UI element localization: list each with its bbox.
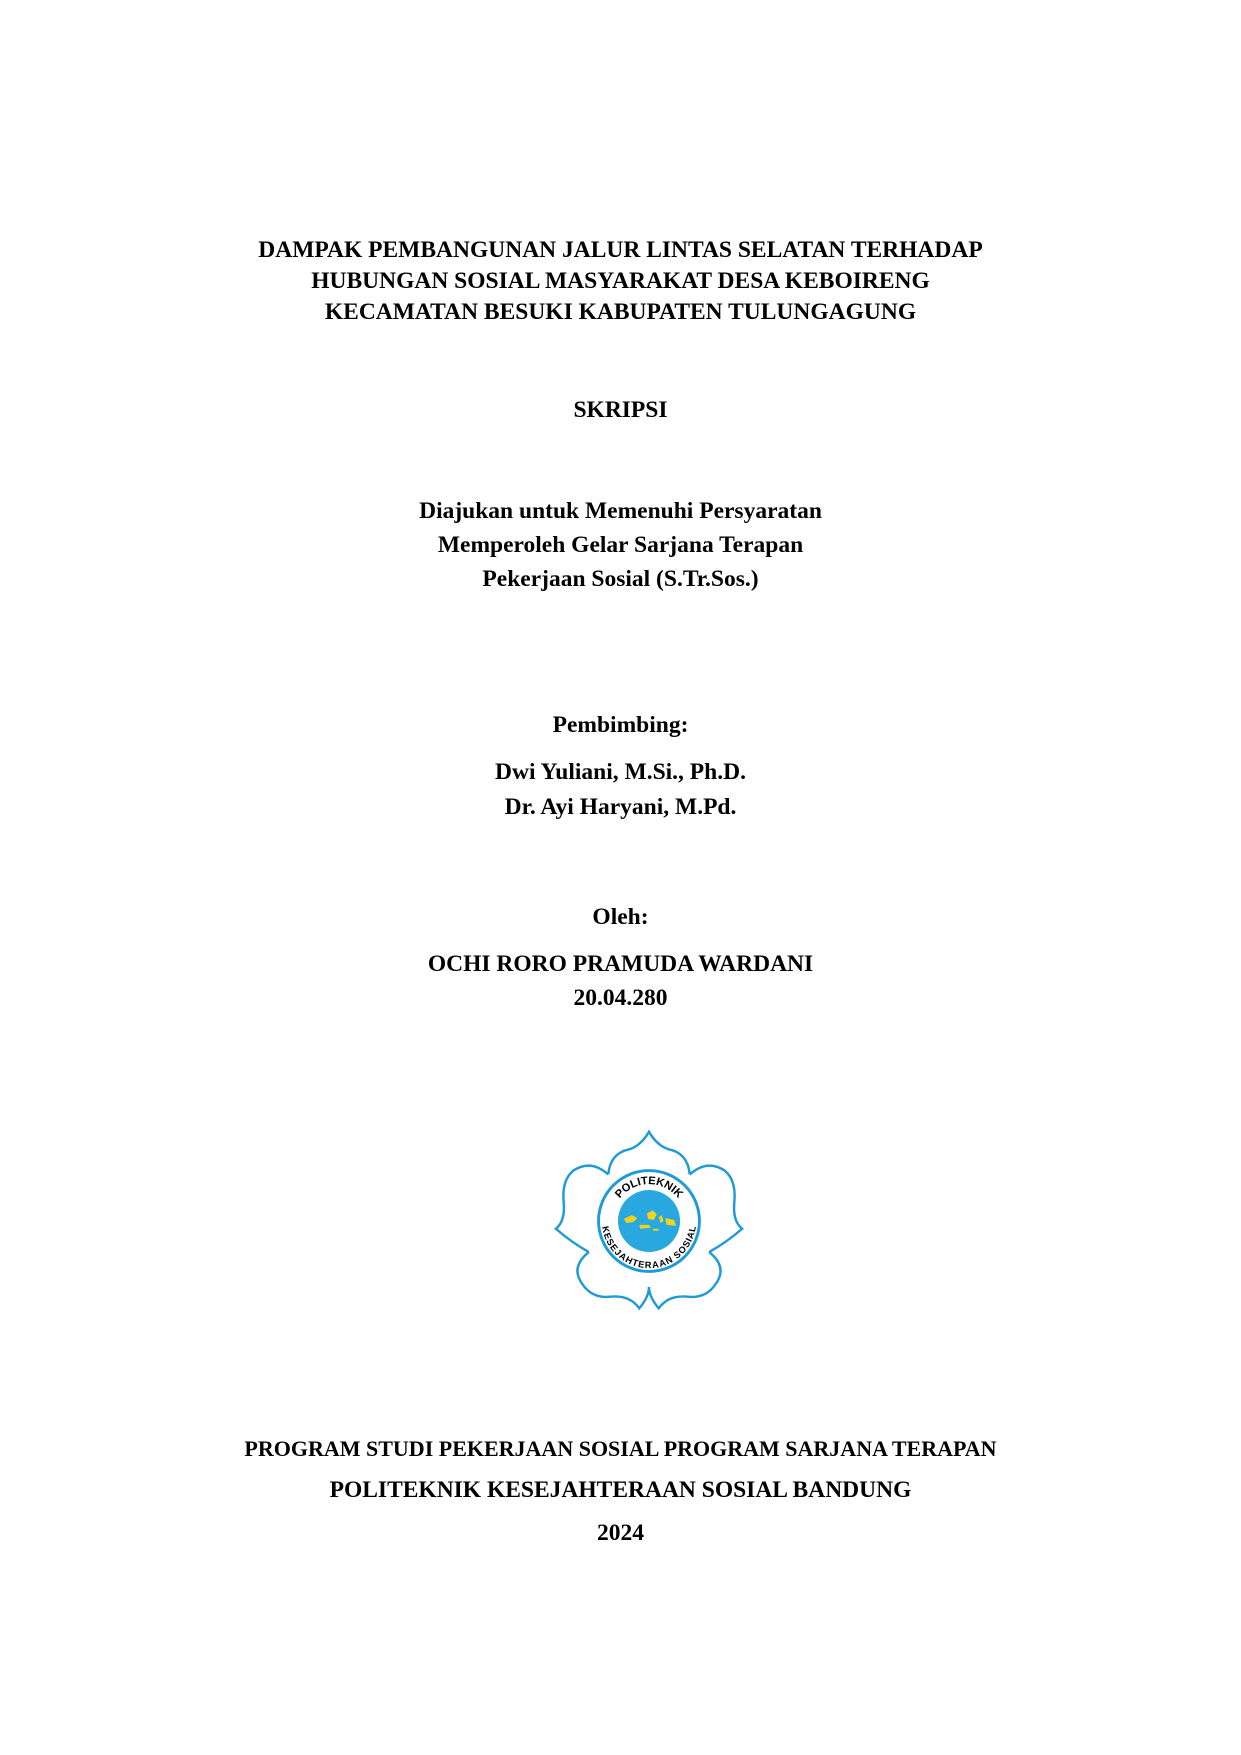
title-line-2: HUBUNGAN SOSIAL MASYARAKAT DESA KEBOIRENG — [311, 268, 930, 294]
supervisor-name-2: Dr. Ayi Haryani, M.Pd. — [504, 794, 737, 820]
author-name: OCHI RORO PRAMUDA WARDANI — [427, 951, 814, 977]
supervisors-label: Pembimbing: — [552, 712, 689, 738]
thesis-title — [0, 235, 1241, 328]
purpose-statement — [0, 494, 1241, 596]
study-program: PROGRAM STUDI PEKERJAAN SOSIAL PROGRAM SARJANA TERAPAN — [244, 1436, 997, 1461]
author-info — [0, 947, 1241, 1015]
purpose-line-1: Diajukan untuk Memenuhi Persyaratan — [419, 498, 822, 524]
purpose-line-2: Memperoleh Gelar Sarjana Terapan — [437, 532, 804, 558]
author-label: Oleh: — [592, 904, 649, 930]
author-id: 20.04.280 — [573, 985, 668, 1011]
emblem-text-bottom: KESEJAHTERAAN SOSIAL — [600, 1225, 698, 1271]
title-line-3: KECAMATAN BESUKI KABUPATEN TULUNGAGUNG — [324, 299, 917, 325]
document-type: SKRIPSI — [573, 397, 668, 423]
supervisors-list — [0, 755, 1241, 825]
emblem-text-top: POLITEKNIK — [613, 1174, 685, 1201]
title-line-1: DAMPAK PEMBANGUNAN JALUR LINTAS SELATAN TERHADAP — [258, 237, 983, 263]
institution-name: POLITEKNIK KESEJAHTERAAN SOSIAL BANDUNG — [329, 1477, 912, 1503]
purpose-line-3: Pekerjaan Sosial (S.Tr.Sos.) — [482, 566, 759, 592]
politeknik-kesejahteraan-sosial-emblem-icon — [552, 1124, 746, 1318]
submission-year: 2024 — [597, 1520, 644, 1546]
supervisor-name-1: Dwi Yuliani, M.Si., Ph.D. — [495, 759, 746, 785]
